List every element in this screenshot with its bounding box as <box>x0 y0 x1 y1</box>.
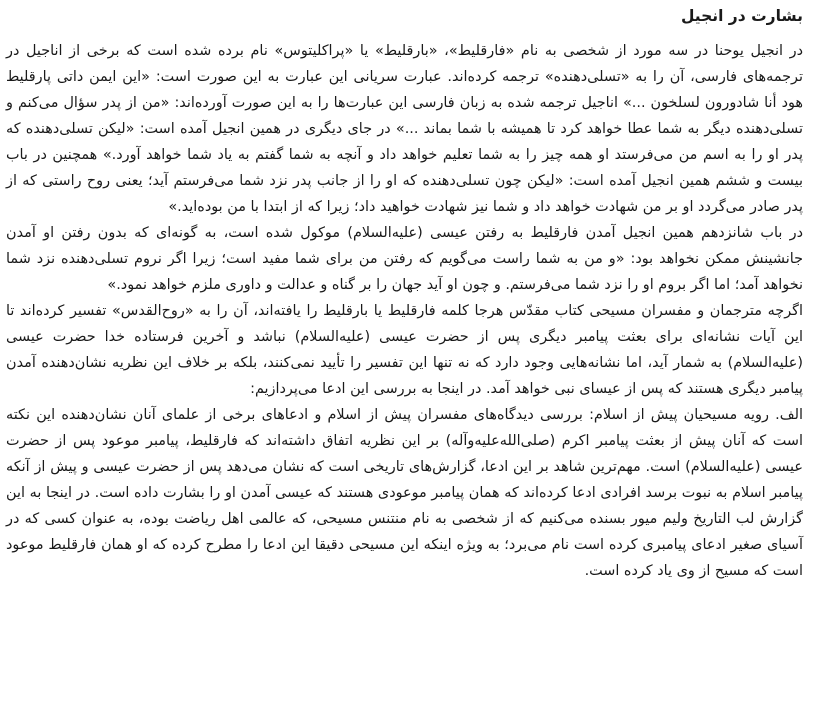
paragraph-3: اگرچه مترجمان و مفسران مسیحی کتاب مقدّس هرجا کلمه فارقلیط یا بارقلیط را یافته‌اند، آن را به «روح‌القدس» تفسیر کرده‌اند تا این آیات نشانه‌ای برای بعثت پیامبر دیگری پس از حضرت عیسی (علیه‌السلام) نباشد و آخرین فرستاده خدا حضرت عیسی (علیه‌السلام) به شمار آید، اما نشانه‌هایی وجود دارد که نه تنها این تفسیر را تأیید نمی‌کنند، بلکه بر خلاف این نظریه نشان‌دهنده آمدن پیامبر دیگری هستند که پس از عیسای نبی خواهد آمد. در اینجا به بررسی این ادعا می‌پردازیم: <box>6 303 803 397</box>
paragraph-1: در انجیل یوحنا در سه مورد از شخصی به نام «فارقلیط»، «بارقلیط» یا «پراکلیتوس» نام برده شده است که برخی از اناجیل در ترجمه‌های فارسی، آن را به «تسلی‌دهنده» ترجمه کرده‌اند. عبارت سریانی این عبارت به این صورت است: «این ایمن داتی پارقلیط هود أنا شادورون لسلخون ...» اناجیل ترجمه شده به زبان فارسی این عبارت‌ها را به این صورت آورده‌اند: «من از پدر سؤال می‌کنم و تسلی‌دهنده دیگر به شما عطا خواهد کرد تا همیشه با شما بماند ...» در جای دیگری در همین انجیل آمده است: «لیکن تسلی‌دهنده که پدر او را به اسم من می‌فرستد او همه چیز را به شما تعلیم خواهد داد و آنچه به شما گفتم به یاد شما خواهد آورد.» همچنین در باب بیست و ششم همین انجیل آمده است: «لیکن چون تسلی‌دهنده که او را از جانب پدر نزد شما می‌فرستم آید؛ یعنی روح راستی که از پدر صادر می‌گردد او بر من شهادت خواهد داد و شما نیز شهادت خواهید داد؛ زیرا که از ابتدا با من بوده‌اید.» <box>6 43 803 215</box>
section-title: بشارت در انجیل <box>680 7 803 25</box>
paragraph-4: الف. رویه مسیحیان پیش از اسلام: بررسی دیدگاه‌های مفسران پیش از اسلام و ادعاهای برخی از علمای آنان نشان‌دهنده این نکته است که آنان پیش از بعثت پیامبر اکرم (صلی‌الله‌علیه‌وآله) بر این نظریه اتفاق داشته‌اند که فارقلیط، پیامبر موعود پس از حضرت عیسی (علیه‌السلام) است. مهم‌ترین شاهد بر این ادعا، گزارش‌های تاریخی است که نشان می‌دهد پس از حضرت عیسی و پیش از آنکه پیامبر اسلام به نبوت برسد افرادی ادعا کرده‌اند که همان پیامبر موعودی هستند که عیسی آمدن او را بشارت داده است. در اینجا به این گزارش لب التاریخ ولیم میور بسنده می‌کنیم که از شخصی به نام منتنس مسیحی، که عالمی اهل ریاضت بوده، به عنوان کسی که در آسیای صغیر ادعای پیامبری کرده است نام می‌برد؛ به ویژه اینکه این مسیحی دقیقا این ادعا را مطرح کرده که او همان فارقلیط موعود است که مسیح از وی یاد کرده است. <box>6 407 803 579</box>
paragraph-2: در باب شانزدهم همین انجیل آمدن فارقلیط به رفتن عیسی (علیه‌السلام) موکول شده است، به گونه‌ای که بدون رفتن او آمدن جانشینش ممکن نخواهد بود: «و من به شما راست می‌گویم که رفتن من برای شما مفید است؛ زیرا اگر نروم تسلی‌دهنده نزد شما نخواهد آمد؛ اما اگر بروم او را نزد شما می‌فرستم. و چون او آید جهان را بر گناه و عدالت و داوری ملزم خواهد نمود.» <box>6 225 803 293</box>
